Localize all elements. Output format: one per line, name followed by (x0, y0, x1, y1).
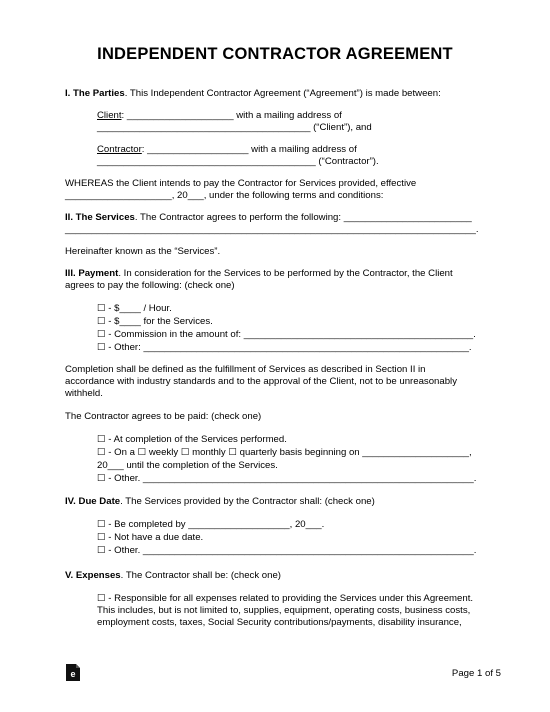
page-number: Page 1 of 5 (451, 668, 501, 679)
paid-option-periodic-cont: 20___ until the completion of the Services. (97, 460, 278, 471)
payment-option-other: ☐ - Other: _____________________________________________________________. (97, 342, 472, 353)
completion-line-3: withheld. (65, 388, 103, 399)
completion-line-1: Completion shall be defined as the fulfillment of Services as described in Section II in (65, 364, 426, 375)
section-payment-intro: III. Payment. In consideration for the Services to be performed by the Contractor, the Client (65, 268, 453, 279)
section-services-intro: II. The Services. The Contractor agrees to perform the following: ________________________ (65, 212, 472, 223)
services-hereinafter: Hereinafter known as the “Services”. (65, 246, 221, 257)
section-heading: I. The Parties (65, 88, 125, 99)
document-title: INDEPENDENT CONTRACTOR AGREEMENT (97, 45, 453, 63)
contractor-line-2: _________________________________________ (“Contractor”). (97, 156, 379, 167)
payment-intro-line-2: agrees to pay the following: (check one) (65, 280, 235, 291)
section-heading: V. Expenses (65, 570, 121, 581)
completion-line-2: accordance with industry standards and to the approval of the Client, not to be unreasonably (65, 376, 457, 387)
due-option-date: ☐ - Be completed by ___________________, 20___. (97, 519, 325, 530)
expenses-option-line-2: This includes, but is not limited to, supplies, equipment, operating costs, business costs, (97, 605, 471, 616)
whereas-line-1: WHEREAS the Client intends to pay the Contractor for Services provided, effective (65, 178, 417, 189)
section-heading: II. The Services (65, 212, 135, 223)
section-due-date-intro: IV. Due Date. The Services provided by the Contractor shall: (check one) (65, 496, 375, 507)
paid-option-periodic: ☐ - On a ☐ weekly ☐ monthly ☐ quarterly basis beginning on ____________________, (97, 447, 472, 458)
services-blank-line: _____________________________________________________________________________. (65, 224, 479, 235)
section-parties-intro: I. The Parties. This Independent Contractor Agreement (“Agreement”) is made between: (65, 88, 441, 99)
payment-option-fixed: ☐ - $____ for the Services. (97, 316, 213, 327)
section-heading: III. Payment (65, 268, 119, 279)
expenses-option-line-1: ☐ - Responsible for all expenses related to providing the Services under this Agreement. (97, 593, 474, 604)
paid-option-other: ☐ - Other. ______________________________________________________________. (97, 473, 477, 484)
contractor-label: Contractor (97, 144, 142, 155)
paid-intro: The Contractor agrees to be paid: (check one) (65, 411, 262, 422)
section-expenses-intro: V. Expenses. The Contractor shall be: (check one) (65, 570, 281, 581)
whereas-line-2: ____________________, 20___, under the following terms and conditions: (65, 190, 384, 201)
payment-option-hourly: ☐ - $____ / Hour. (97, 303, 172, 314)
paid-option-completion: ☐ - At completion of the Services performed. (97, 434, 287, 445)
eforms-logo-icon (66, 664, 80, 681)
payment-option-commission: ☐ - Commission in the amount of: ___________________________________________. (97, 329, 476, 340)
expenses-option-line-3: employment costs, taxes, Social Security contributions/payments, disability insurance, (97, 617, 462, 628)
client-label: Client (97, 110, 122, 121)
section-heading: IV. Due Date (65, 496, 121, 507)
contractor-line-1: Contractor: ___________________ with a mailing address of (97, 144, 357, 155)
client-line-1: Client: ____________________ with a mailing address of (97, 110, 342, 121)
client-line-2: ________________________________________ (“Client”), and (97, 122, 372, 133)
due-option-other: ☐ - Other. ______________________________________________________________. (97, 545, 477, 556)
due-option-none: ☐ - Not have a due date. (97, 532, 204, 543)
svg-text:e: e (70, 669, 76, 679)
